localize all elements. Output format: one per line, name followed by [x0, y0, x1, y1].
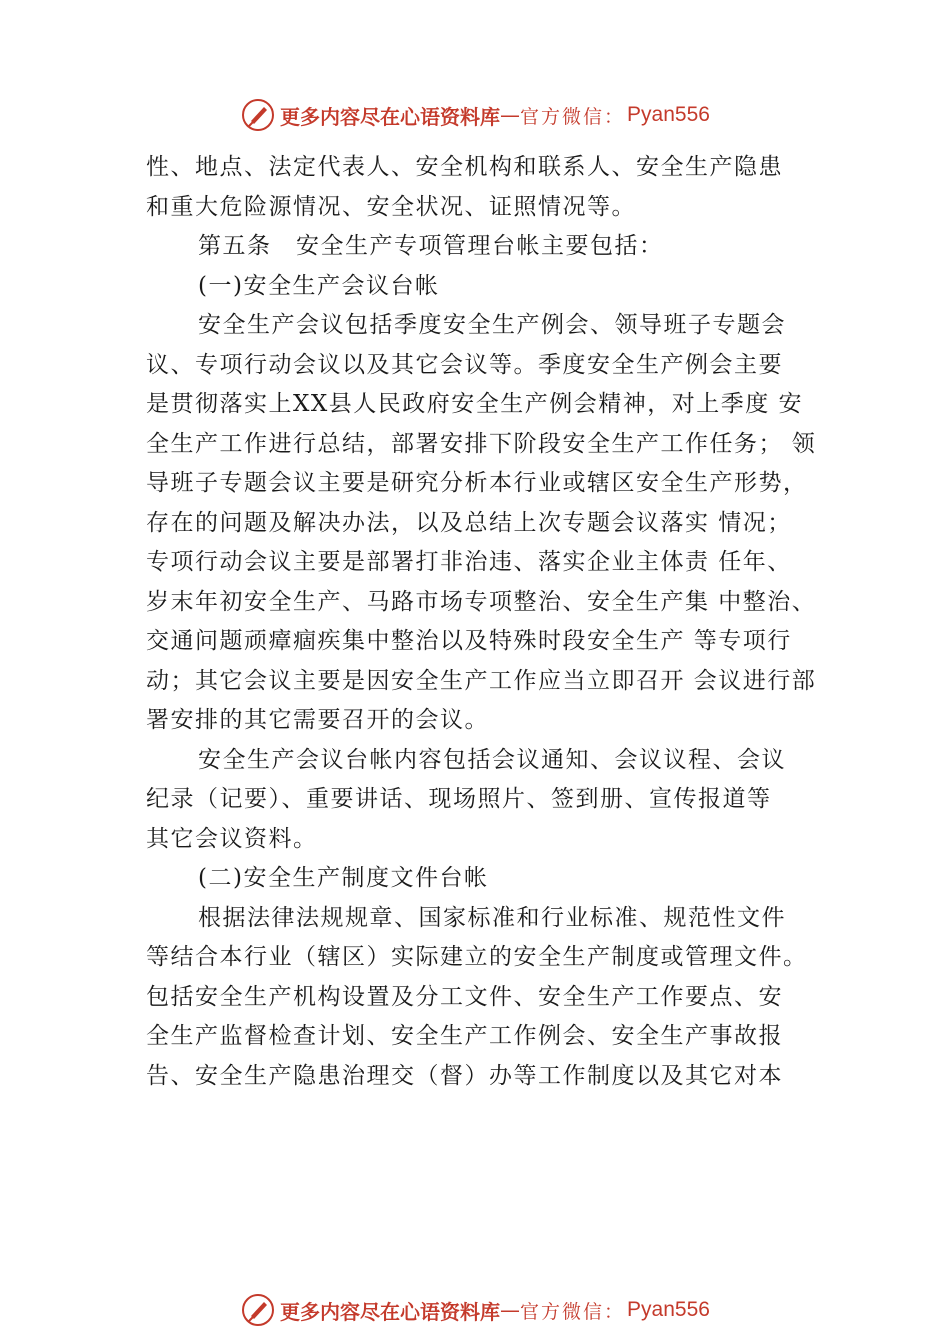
text-line: (二)安全生产制度文件台帐	[198, 865, 489, 891]
text-line: 安全生产会议台帐内容包括会议通知、会议议程、会议	[198, 746, 786, 773]
banner-wechat-label: 官方微信：	[520, 1300, 626, 1323]
text-line: 专项行动会议主要是部署打非治违、落实企业主体责 任年、	[146, 549, 792, 575]
banner-wechat-id: Pyan556	[627, 1298, 710, 1321]
paragraph	[146, 267, 846, 307]
footer-watermark-banner	[0, 1290, 950, 1330]
banner-wechat-label: 官方微信：	[520, 105, 626, 128]
paragraph	[146, 346, 846, 741]
document-body	[146, 148, 846, 1096]
pen-logo-icon	[240, 1292, 276, 1328]
text-line: 议、专项行动会议以及其它会议等。季度安全生产例会主要	[146, 351, 783, 378]
text-line: 告、安全生产隐患治理交（督）办等工作制度以及其它对本	[146, 1062, 783, 1089]
paragraph	[146, 227, 846, 267]
text-line: 第五条 安全生产专项管理台帐主要包括：	[198, 233, 664, 259]
paragraph	[146, 899, 846, 939]
banner-title: 更多内容尽在心语资料库	[280, 104, 501, 129]
text-line: (一)安全生产会议台帐	[198, 272, 440, 299]
text-line: 交通问题顽瘴痼疾集中整治以及特殊时段安全生产 等专项行	[146, 628, 792, 654]
text-line: 和重大危险源情况、安全状况、证照情况等。	[146, 193, 636, 220]
paragraph	[146, 306, 846, 346]
text-line: 存在的问题及解决办法，以及总结上次专题会议落实 情况；	[146, 509, 792, 536]
text-line: 是贯彻落实上XX县人民政府安全生产例会精神，对上季度 安	[146, 391, 804, 417]
banner-separator: —	[500, 103, 521, 127]
banner-wechat-id: Pyan556	[627, 103, 710, 126]
pen-logo-icon	[240, 97, 276, 133]
text-line: 性、地点、法定代表人、安全机构和联系人、安全生产隐患	[146, 154, 783, 180]
paragraph	[146, 938, 846, 1096]
text-line: 署安排的其它需要召开的会议。	[146, 707, 489, 733]
text-line: 根据法律法规规章、国家标准和行业标准、规范性文件	[198, 904, 786, 931]
paragraph	[146, 859, 846, 899]
banner-separator: —	[500, 1298, 521, 1322]
text-line: 全生产监督检查计划、安全生产工作例会、安全生产事故报	[146, 1023, 783, 1049]
paragraph	[146, 780, 846, 859]
paragraph	[146, 741, 846, 781]
text-line: 其它会议资料。	[146, 825, 318, 852]
text-line: 包括安全生产机构设置及分工文件、安全生产工作要点、安	[146, 983, 783, 1010]
text-line: 导班子专题会议主要是研究分析本行业或辖区安全生产形势，	[146, 470, 808, 496]
banner-title: 更多内容尽在心语资料库	[280, 1299, 501, 1324]
text-line: 全生产工作进行总结，部署安排下阶段安全生产工作任务； 领	[146, 430, 817, 457]
text-line: 岁末年初安全生产、马路市场专项整治、安全生产集 中整治、	[146, 588, 817, 615]
text-line: 等结合本行业（辖区）实际建立的安全生产制度或管理文件。	[146, 944, 808, 970]
text-line: 纪录（记要）、重要讲话、现场照片、签到册、宣传报道等	[146, 786, 772, 812]
header-watermark-banner	[0, 95, 950, 135]
paragraph	[146, 148, 846, 227]
text-line: 动；其它会议主要是因安全生产工作应当立即召开 会议进行部	[146, 667, 817, 694]
text-line: 安全生产会议包括季度安全生产例会、领导班子专题会	[198, 312, 786, 338]
